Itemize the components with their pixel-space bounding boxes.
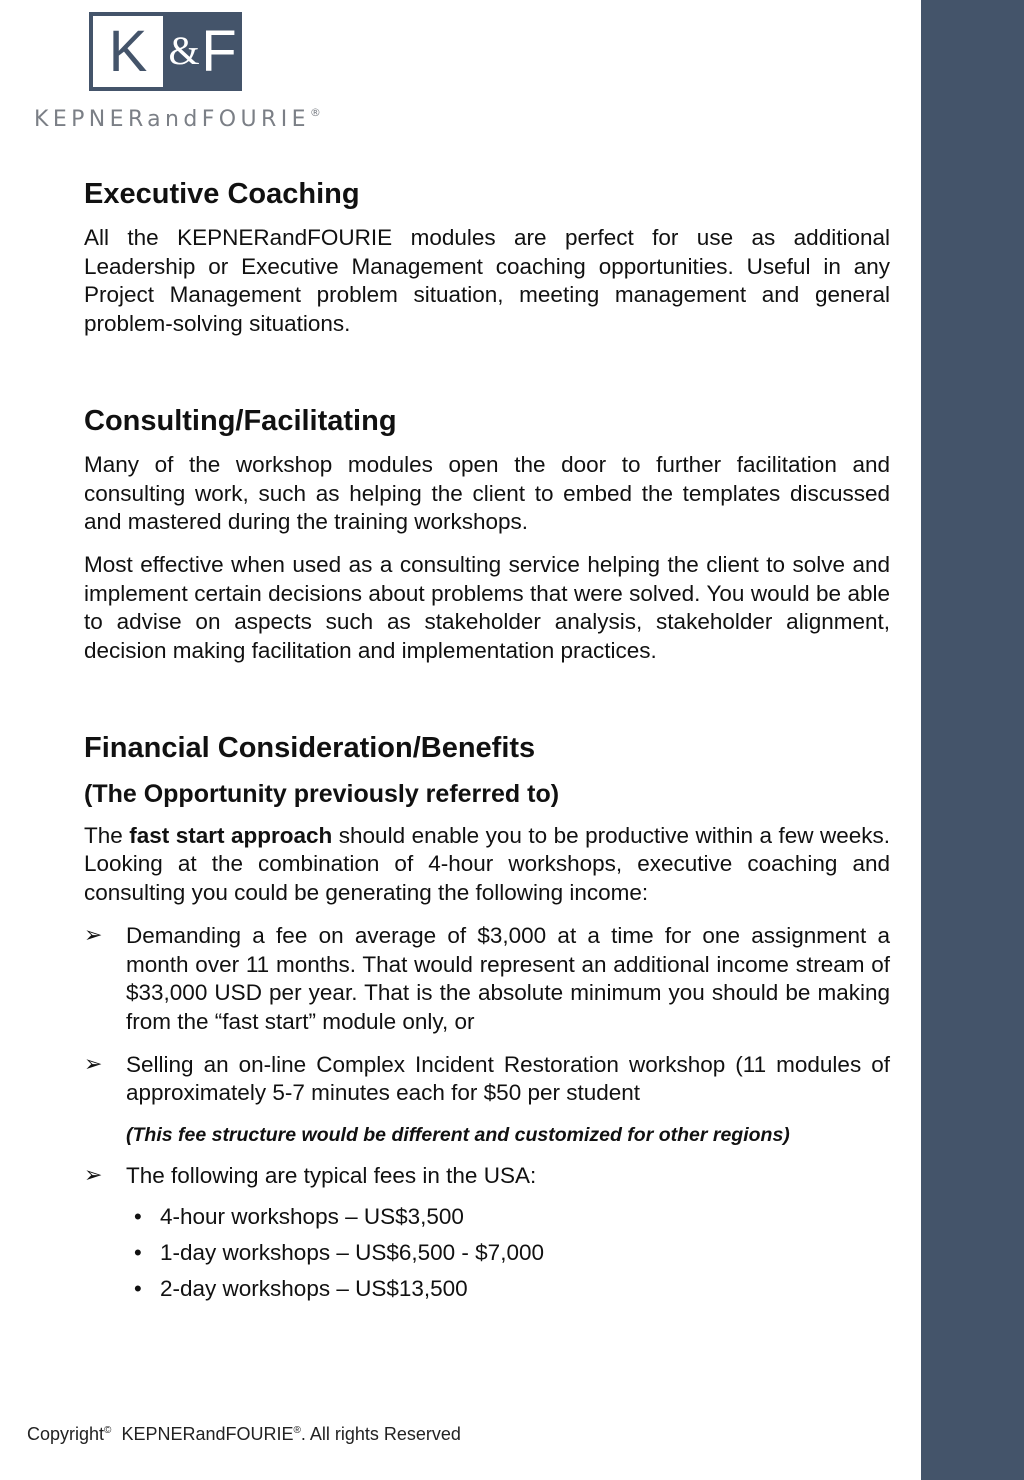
right-sidebar-band <box>921 0 1024 1480</box>
dot-bullet-icon: • <box>134 1203 142 1229</box>
executive-coaching-heading: Executive Coaching <box>84 178 360 210</box>
financial-intro-paragraph <box>84 822 890 908</box>
fee-item <box>126 1271 890 1307</box>
consulting-paragraph-2: Most effective when used as a consulting service helping the client to solve and implement certain decisions about problems that were solved. You would be able to advise on aspects such as stakeholder analysis, stakeholder alignment, decision making facilitation and implementation practices. <box>84 551 890 664</box>
list-item <box>84 1051 890 1108</box>
fee-item <box>126 1199 890 1235</box>
income-bullet-list <box>84 922 890 1108</box>
arrow-bullet-icon: ➢ <box>84 1051 103 1077</box>
bullet-text: Selling an on-line Complex Incident Restoration workshop (11 modules of approximately 5-7 minutes each for $50 per student <box>126 1051 890 1106</box>
document-body <box>84 172 890 1321</box>
bullet-text: The following are typical fees in the USA: <box>126 1163 537 1189</box>
financial-subheading: (The Opportunity previously referred to) <box>84 779 560 808</box>
footer-suffix: . All rights Reserved <box>300 1424 461 1444</box>
logo-letter-f: F <box>201 19 237 84</box>
copyright-footer <box>27 1424 461 1445</box>
executive-coaching-paragraph: All the KEPNERandFOURIE modules are perfect for use as additional Leadership or Executive Management coaching opportunities. Useful in any Project Management problem situation, meeting management and general problem-solving situations. <box>84 225 890 337</box>
dot-bullet-icon: • <box>134 1239 142 1265</box>
arrow-bullet-icon: ➢ <box>84 922 103 948</box>
fee-list <box>126 1199 890 1307</box>
intro-prefix: The <box>84 822 130 848</box>
list-item <box>84 1162 890 1307</box>
intro-bold-phrase: fast start approach <box>129 822 333 848</box>
intro-suffix: should enable you to be productive within a few weeks. Looking at the combination of 4-hour workshops, executive coaching and consulting you could be generating the following income: <box>84 822 890 906</box>
fee-text: 4-hour workshops – US$3,500 <box>160 1203 464 1229</box>
fee-item <box>126 1235 890 1271</box>
dot-bullet-icon: • <box>134 1275 142 1301</box>
copyright-mark: © <box>104 1425 112 1436</box>
list-item <box>84 922 890 1037</box>
logo-ampersand: & <box>168 28 200 73</box>
wordmark-registered-mark: ® <box>309 106 321 119</box>
company-logo <box>89 12 242 91</box>
fee-structure-note: (This fee structure would be different and customized for other regions) <box>126 1124 790 1147</box>
footer-company: KEPNERandFOURIE <box>121 1424 294 1444</box>
logo-letter-k: K <box>93 16 163 87</box>
bullet-text: Demanding a fee on average of $3,000 at a time for one assignment a month over 11 months. That would represent an additional income stream of $33,000 USD per year. That is the absolute minimum you should be making from the “fast start” module only, or <box>126 922 890 1034</box>
registered-mark: ® <box>293 1425 301 1436</box>
fee-text: 2-day workshops – US$13,500 <box>160 1275 468 1301</box>
financial-heading: Financial Consideration/Benefits <box>84 731 536 764</box>
arrow-bullet-icon: ➢ <box>84 1163 103 1189</box>
consulting-paragraph-1: Many of the workshop modules open the door to further facilitation and consulting work, such as helping the client to embed the templates discussed and mastered during the training workshops. <box>84 451 890 535</box>
wordmark-text: KEPNERandFOURIE <box>34 107 310 132</box>
logo-wordmark <box>34 106 321 132</box>
footer-prefix: Copyright <box>27 1424 105 1444</box>
fee-text: 1-day workshops – US$6,500 - $7,000 <box>160 1239 544 1265</box>
fees-bullet-list <box>84 1162 890 1307</box>
consulting-heading: Consulting/Facilitating <box>84 404 397 437</box>
